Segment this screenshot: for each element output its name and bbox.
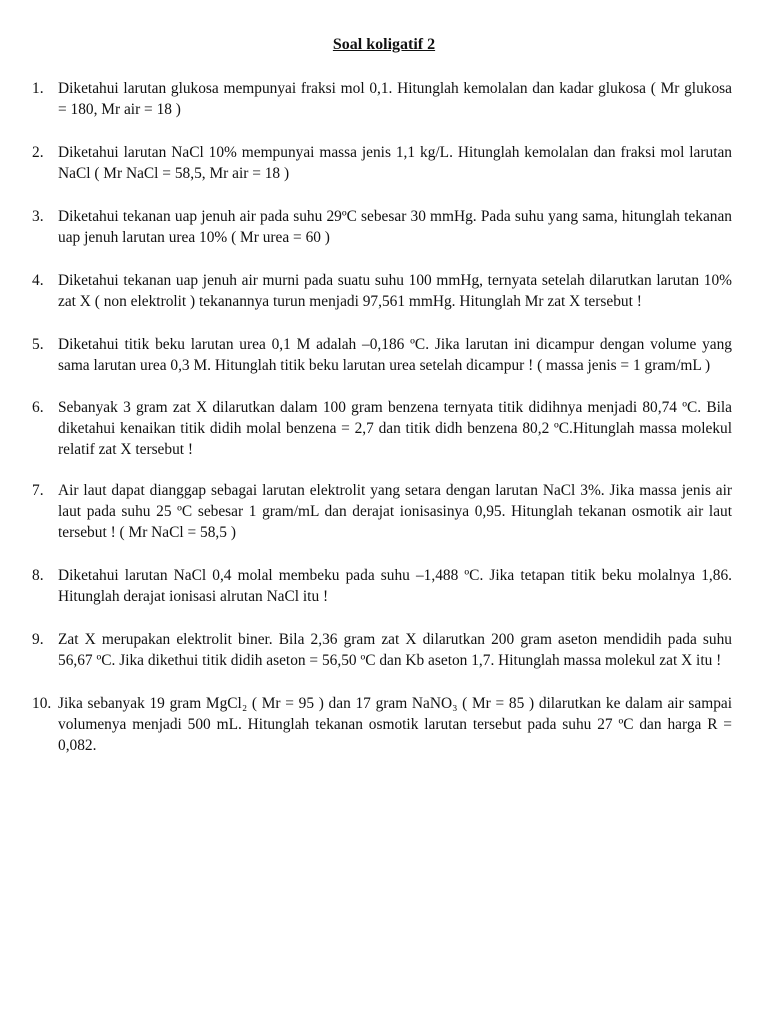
question-list — [32, 78, 732, 778]
question-item-9 — [32, 629, 732, 671]
question-item-8 — [32, 565, 732, 607]
question-text: Jika sebanyak 19 gram MgCl₂ ( Mr = 95 ) dan 17 gram NaNO₃ ( Mr = 85 ) dilarutkan ke dalam air sampai volumenya menjadi 500 mL. Hitunglah tekanan osmotik larutan tersebut pada suhu 27 ºC dan harga R = 0,082. — [58, 695, 732, 754]
question-number: 4. — [32, 272, 44, 289]
question-text: Air laut dapat dianggap sebagai larutan elektrolit yang setara dengan larutan NaCl 3%. Jika massa jenis air laut pada suhu 25 ºC sebesar 1 gram/mL dan derajat ionisasinya 0,95. Hitunglah tekanan osmotik air laut tersebut ! ( Mr NaCl = 58,5 ) — [58, 482, 732, 541]
question-item-5 — [32, 334, 732, 376]
question-text: Diketahui titik beku larutan urea 0,1 M adalah –0,186 ºC. Jika larutan ini dicampur dengan volume yang sama larutan urea 0,3 M. Hitunglah titik beku larutan urea setelah dicampur ! ( massa jenis = 1 gram/mL ) — [58, 336, 732, 374]
question-item-3 — [32, 206, 732, 248]
question-item-7 — [32, 480, 732, 543]
question-number: 10. — [32, 695, 52, 712]
question-text: Diketahui larutan glukosa mempunyai fraksi mol 0,1. Hitunglah kemolalan dan kadar glukosa ( Mr glukosa = 180, Mr air = 18 ) — [58, 80, 732, 118]
question-item-6 — [32, 397, 732, 460]
question-item-2 — [32, 142, 732, 184]
question-text: Diketahui tekanan uap jenuh air pada suhu 29ºC sebesar 30 mmHg. Pada suhu yang sama, hitunglah tekanan uap jenuh larutan urea 10% ( Mr urea = 60 ) — [58, 208, 732, 246]
question-number: 6. — [32, 399, 44, 416]
question-number: 2. — [32, 144, 44, 161]
question-text: Zat X merupakan elektrolit biner. Bila 2,36 gram zat X dilarutkan 200 gram aseton mendidih pada suhu 56,67 ºC. Jika dikethui titik didih aseton = 56,50 ºC dan Kb aseton 1,7. Hitunglah massa molekul zat X itu ! — [58, 631, 732, 669]
question-item-4 — [32, 270, 732, 312]
question-text: Diketahui larutan NaCl 0,4 molal membeku pada suhu –1,488 ºC. Jika tetapan titik beku molalnya 1,86. Hitunglah derajat ionisasi alrutan NaCl itu ! — [58, 567, 732, 605]
question-item-1 — [32, 78, 732, 120]
question-number: 3. — [32, 208, 44, 225]
question-item-10 — [32, 693, 732, 756]
question-text: Diketahui larutan NaCl 10% mempunyai massa jenis 1,1 kg/L. Hitunglah kemolalan dan fraksi mol larutan NaCl ( Mr NaCl = 58,5, Mr air = 18 ) — [58, 144, 732, 182]
question-number: 7. — [32, 482, 44, 499]
question-text: Sebanyak 3 gram zat X dilarutkan dalam 100 gram benzena ternyata titik didihnya menjadi 80,74 ºC. Bila diketahui kenaikan titik didih molal benzena = 2,7 dan titik didh benzena 80,2 ºC.Hitunglah massa molekul relatif zat X tersebut ! — [58, 399, 732, 458]
question-number: 9. — [32, 631, 44, 648]
document-title: Soal koligatif 2 — [332, 36, 436, 53]
question-number: 8. — [32, 567, 44, 584]
question-text: Diketahui tekanan uap jenuh air murni pada suatu suhu 100 mmHg, ternyata setelah dilarutkan larutan 10% zat X ( non elektrolit ) tekanannya turun menjadi 97,561 mmHg. Hitunglah Mr zat X tersebut ! — [58, 272, 732, 310]
question-number: 1. — [32, 80, 44, 97]
question-number: 5. — [32, 336, 44, 353]
